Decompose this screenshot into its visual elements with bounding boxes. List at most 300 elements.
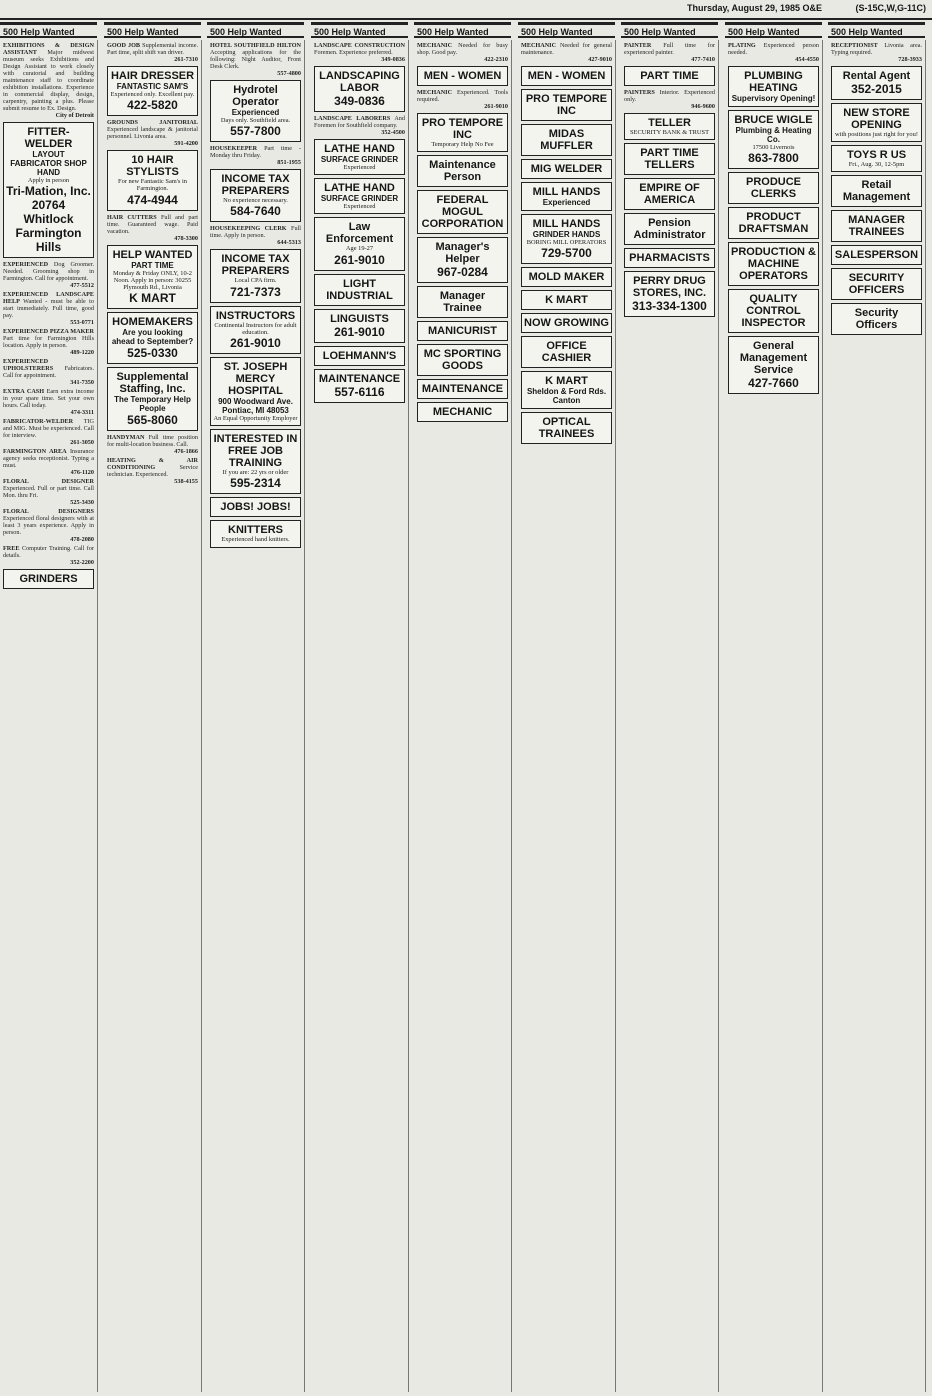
display-ad-title: JOBS! JOBS! [220, 501, 291, 514]
display-ad-title: INCOME TAX PREPARERS [221, 173, 290, 198]
display-ad [314, 178, 405, 214]
display-ad-subtitle: SURFACE GRINDER [320, 155, 399, 164]
ad-phone: 352-2200 [70, 559, 94, 567]
display-ad-title: MOLD MAKER [528, 271, 605, 284]
display-ad-title: SECURITY OFFICERS [848, 272, 905, 297]
display-ad-subtitle: PART TIME [131, 260, 174, 270]
display-ad-subtitle: SURFACE GRINDER [320, 194, 399, 204]
ad-column [725, 40, 823, 1392]
classified-ad [3, 358, 94, 386]
ad-phone: 474-3311 [70, 409, 94, 417]
classified-ad [3, 478, 94, 506]
display-ad-title: TOYS R US [846, 149, 907, 162]
display-ad-title: FEDERAL MOGUL CORPORATION [421, 194, 504, 231]
display-ad-title: OPTICAL TRAINEES [538, 416, 595, 441]
display-ad-text: Experienced only. Excellent pay. [110, 91, 195, 98]
display-ad [624, 248, 715, 268]
display-ad-title: FITTER-WELDER [24, 126, 73, 150]
classified-ad [3, 261, 94, 289]
display-ad-title: PART TIME TELLERS [640, 147, 699, 172]
ad-text: Dog Groomer. Needed. Grooming shop in Farmington. Call for appointment. [3, 261, 94, 283]
ad-text: Wanted - must be able to start immediately. Full time, good pay. [3, 298, 94, 320]
display-ad [728, 242, 819, 286]
display-ad-subtitle: LAYOUT FABRICATOR SHOP HAND [10, 150, 87, 177]
ad-heading: EXPERIENCED PIZZA MAKER [3, 328, 94, 336]
display-ad-subtitle: Sheldon & Ford Rds. Canton [526, 387, 607, 406]
ad-column [518, 40, 616, 1392]
display-ad-title: MIDAS MUFFLER [540, 128, 593, 152]
classified-ad [3, 328, 94, 356]
display-ad-title: EMPIRE OF AMERICA [639, 182, 700, 207]
display-ad [314, 369, 405, 403]
display-ad [521, 214, 612, 264]
display-ad-title: Maintenance Person [429, 159, 496, 184]
display-ad-text: SECURITY BANK & TRUST [629, 129, 709, 136]
display-ad-title: LATHE HAND [324, 143, 395, 155]
display-ad [624, 143, 715, 175]
display-ad [521, 124, 612, 156]
display-ad [3, 569, 94, 589]
column-heading: 500 Help Wanted [621, 22, 718, 38]
classified-ad [3, 388, 94, 416]
ad-heading: HOUSEKEEPER [210, 145, 258, 153]
display-ad [728, 207, 819, 239]
display-ad [728, 289, 819, 333]
column-heading: 500 Help Wanted [311, 22, 408, 38]
display-ad-title: Manager's Helper [435, 241, 490, 266]
display-ad-phone: 525-0330 [127, 346, 178, 361]
display-ad-text: Experienced [343, 164, 376, 171]
display-ad-title: Law Enforcement [325, 221, 394, 246]
ad-text: Supplemental income. Part time, split shift van driver. [107, 42, 198, 56]
display-ad [831, 175, 922, 207]
display-ad-subtitle: FANTASTIC SAM'S [116, 82, 189, 91]
ad-phone: 476-1120 [70, 469, 94, 477]
display-ad [417, 190, 508, 234]
display-ad [107, 367, 198, 431]
classified-ad [624, 42, 715, 63]
display-ad-subtitle: 900 Woodward Ave. Pontiac, MI 48053 [218, 397, 293, 416]
display-ad [728, 110, 819, 169]
ad-heading: FLORAL DESIGNER [3, 478, 94, 486]
ad-text: Experienced. Tools required. [417, 89, 509, 103]
display-ad-title: MAINTENANCE [318, 372, 401, 385]
display-ad-text: For new Fantastic Sam's in Farmington. [118, 178, 187, 193]
display-ad-phone: 557-6116 [334, 384, 385, 399]
display-ad [831, 103, 922, 142]
display-ad [314, 346, 405, 366]
display-ad-text: Fri., Aug. 30, 12-5pm [848, 161, 905, 169]
display-ad-title: INCOME TAX PREPARERS [221, 253, 290, 278]
display-ad-title: 10 HAIR STYLISTS [126, 154, 179, 179]
display-ad [521, 267, 612, 287]
classified-ad [521, 42, 612, 63]
display-ad-phone: 729-5700 [541, 246, 592, 261]
ad-text: Full time. Apply in person. [210, 225, 301, 240]
display-ad-title: MEN - WOMEN [527, 70, 606, 82]
ad-phone: 454-4550 [795, 56, 819, 63]
ad-phone: 477-7410 [691, 56, 715, 63]
ad-phone: 591-4200 [174, 140, 198, 148]
display-ad [210, 520, 301, 547]
display-ad-phone: 427-7660 [748, 376, 799, 391]
ad-heading: FARMINGTON AREA [3, 448, 67, 456]
display-ad-title: PHARMACISTS [629, 252, 710, 265]
display-ad-title: Security Officers [854, 307, 899, 332]
ad-phone: 422-2310 [484, 56, 508, 63]
ad-text: Insurance agency seeks receptionist. Typing a must. [3, 448, 94, 470]
ad-heading: LANDSCAPE LABORERS [314, 115, 391, 122]
classified-ad [417, 42, 508, 63]
display-ad-title: INTERESTED IN FREE JOB TRAINING [213, 433, 298, 470]
display-ad-title: MILL HANDS [532, 218, 601, 230]
display-ad [831, 66, 922, 100]
display-ad-title: Hydrotel Operator [232, 84, 279, 108]
display-ad-title: HOMEMAKERS [112, 316, 193, 329]
display-ad-subtitle: The Temporary Help People [114, 395, 191, 414]
column-heading: 500 Help Wanted [104, 22, 201, 38]
display-ad-title: Pension Administrator [633, 217, 706, 242]
classified-ad [107, 119, 198, 147]
display-ad-subtitle: GRINDER HANDS [532, 230, 601, 239]
ad-phone: 538-4155 [174, 478, 198, 486]
display-ad [107, 312, 198, 364]
display-ad [210, 249, 301, 302]
display-ad [831, 245, 922, 265]
display-ad-title: MANICURIST [427, 325, 498, 338]
ad-text: Part time - Monday thru Friday. [210, 145, 301, 160]
display-ad-title: PART TIME [640, 70, 699, 82]
display-ad-title: NOW GROWING [524, 317, 609, 330]
display-ad-title: PRO TEMPORE INC [421, 117, 504, 141]
ad-text: Full time for experienced painter. [624, 42, 716, 56]
display-ad-phone: 721-7373 [230, 284, 281, 299]
display-ad [314, 274, 405, 306]
ad-heading: GOOD JOB [107, 42, 141, 49]
display-ad-title: LINGUISTS [330, 312, 389, 325]
display-ad-phone: 422-5820 [127, 98, 178, 113]
ad-column [0, 40, 98, 1392]
ad-phone: 427-9010 [588, 56, 612, 63]
ad-phone: 261-3050 [70, 439, 94, 447]
display-ad-title: PRODUCT DRAFTSMAN [738, 211, 809, 236]
display-ad [107, 245, 198, 310]
column-heading: 500 Help Wanted [414, 22, 511, 38]
display-ad [417, 344, 508, 376]
display-ad-phone: 349-0836 [334, 94, 385, 108]
display-ad-text: Apply in person [27, 177, 70, 184]
display-ad [417, 379, 508, 399]
classified-ad [314, 115, 405, 136]
display-ad [210, 357, 301, 426]
display-ad-title: General Management Service [739, 340, 808, 377]
display-ad-title: K MART [545, 375, 588, 388]
page-header [0, 0, 932, 20]
display-ad-title: MECHANIC [432, 406, 493, 419]
ad-text: Experienced floral designers with at least 3 years experience. Apply in person. [3, 515, 94, 537]
ad-heading: GROUNDS JANITORIAL [107, 119, 198, 127]
display-ad-phone: 261-9010 [334, 324, 385, 339]
classified-ad [417, 89, 508, 110]
display-ad-text: Experienced [343, 203, 376, 211]
ad-heading: MECHANIC [417, 89, 453, 96]
display-ad-phone: 863-7800 [748, 151, 799, 166]
display-ad-text: Age 19-27 [345, 245, 374, 253]
ad-text: And Foremen for Southfield company. [314, 115, 405, 129]
display-ad-title: KNITTERS [228, 524, 283, 537]
ad-heading: EXHIBITIONS & DESIGN ASSISTANT [3, 42, 94, 56]
display-ad [210, 429, 301, 494]
display-ad-text: Temporary Help No Fee [431, 141, 494, 148]
display-ad-title: LIGHT INDUSTRIAL [326, 277, 393, 302]
ad-phone: 478-2080 [70, 536, 94, 544]
ad-text: Needed for general maintenance. [521, 42, 612, 56]
ad-heading: EXPERIENCED [3, 261, 49, 269]
display-ad [417, 237, 508, 283]
display-ad-text: BORING MILL OPERATORS [526, 239, 607, 246]
ad-heading: FREE [3, 545, 20, 553]
ad-text: Needed for busy shop. Good pay. [417, 42, 508, 56]
ad-heading: FABRICATOR-WELDER [3, 418, 74, 426]
display-ad-text: An Equal Opportunity Employer [213, 415, 298, 423]
display-ad [728, 172, 819, 204]
ad-text: Experienced person needed. [728, 42, 819, 56]
ad-text: Full time position for multi-location business. Call. [107, 434, 198, 449]
display-ad-phone: 313-334-1300 [632, 299, 707, 314]
classified-ad [728, 42, 819, 63]
column-heading: 500 Help Wanted [207, 22, 304, 38]
ad-phone: 349-0836 [381, 56, 405, 63]
display-ad [624, 66, 715, 86]
ad-heading: PAINTERS [624, 89, 655, 96]
ad-phone: 261-9010 [484, 103, 508, 110]
ad-heading: HAIR CUTTERS [107, 213, 157, 221]
display-ad-phone: 967-0284 [437, 265, 488, 280]
display-ad-text: 17500 Livernois [752, 144, 795, 151]
display-ad-title: PRODUCE CLERKS [745, 176, 801, 201]
column-heading: 500 Help Wanted [828, 22, 925, 38]
ad-phone: 341-7350 [70, 379, 94, 387]
classified-ad [3, 508, 94, 543]
ad-text: Service technician. Experienced. [107, 464, 198, 479]
display-ad [728, 336, 819, 394]
ad-heading: HOTEL SOUTHFIELD HILTON [210, 42, 301, 49]
display-ad [417, 66, 508, 86]
classified-ad [107, 457, 198, 485]
display-ad [3, 122, 94, 258]
ad-heading: HEATING & AIR CONDITIONING [107, 457, 198, 472]
ad-heading: EXPERIENCED UPHOLSTERERS [3, 358, 54, 373]
display-ad-title: HELP WANTED [112, 248, 193, 261]
ad-text: Part time for Farmington Hills location. Apply in person. [3, 335, 94, 350]
ad-text: Earn extra income in your spare time. Set your own hours. Call today. [3, 388, 95, 410]
display-ad [314, 66, 405, 112]
display-ad [210, 169, 301, 222]
display-ad-phone: K MART [129, 291, 176, 306]
display-ad-phone: 261-9010 [334, 252, 385, 267]
section-code: (S-15C,W,G-11C) [855, 3, 926, 13]
display-ad-subtitle: Are you looking ahead to September? [111, 328, 194, 347]
ad-text: TIG and MIG. Must be experienced. Call for interview. [3, 418, 94, 440]
ad-heading: MECHANIC [417, 42, 453, 49]
ad-heading: FLORAL DESIGNERS [3, 508, 94, 516]
classified-ad [107, 42, 198, 63]
ad-phone: 525-3430 [70, 499, 94, 507]
display-ad [521, 336, 612, 368]
ad-heading: EXPERIENCED LANDSCAPE HELP [3, 291, 94, 306]
ad-heading: RECEPTIONIST [831, 42, 878, 49]
display-ad [521, 182, 612, 211]
ad-text: Accepting applications for the following: Night Auditor, Front Desk Clerk. [210, 49, 301, 70]
classified-ad [3, 291, 94, 326]
ad-text: Full and part time. Guaranteed wage. Paid vacation. [107, 213, 199, 235]
ad-phone: 477-5512 [70, 282, 94, 290]
ad-phone: 946-9600 [691, 103, 715, 110]
classified-ad [107, 434, 198, 455]
display-ad [210, 80, 301, 142]
classified-ad [107, 214, 198, 242]
display-ad-title: PRO TEMPORE INC [525, 93, 608, 117]
classified-ad [3, 418, 94, 446]
ad-column [414, 40, 512, 1392]
display-ad-title: Manager Trainee [439, 290, 486, 315]
ad-text: Computer Training. Call for details. [3, 545, 94, 560]
ad-column [621, 40, 719, 1392]
classified-ad [831, 42, 922, 63]
display-ad-title: PRODUCTION & MACHINE OPERATORS [731, 246, 816, 283]
issue-date: Thursday, August 29, 1985 O&E [686, 3, 822, 13]
display-ad [210, 306, 301, 354]
display-ad-title: MIG WELDER [530, 163, 603, 175]
display-ad-title: LATHE HAND [324, 182, 395, 195]
display-ad-text: Days only. Southfield area. [220, 117, 291, 124]
display-ad [624, 271, 715, 317]
display-ad [831, 210, 922, 242]
ad-text: Experienced. Full or part time. Call Mon. thru Fri. [3, 485, 94, 500]
display-ad-title: OFFICE CASHIER [541, 340, 592, 365]
display-ad [624, 178, 715, 210]
display-ad-subtitle: Supervisory Opening! [731, 94, 816, 103]
display-ad [314, 309, 405, 343]
display-ad-phone: 595-2314 [230, 476, 281, 491]
ad-column [104, 40, 202, 1392]
display-ad-title: INSTRUCTORS [215, 309, 296, 322]
display-ad-title: MANAGER TRAINEES [848, 214, 905, 239]
display-ad-title: MAINTENANCE [421, 383, 504, 396]
ad-text: Experienced landscape & janitorial personnel. Livonia area. [107, 126, 198, 141]
classified-ad [624, 89, 715, 110]
display-ad-phone: 474-4944 [127, 192, 178, 207]
display-ad [831, 268, 922, 300]
display-ad [417, 286, 508, 318]
display-ad-text: Local CPA firm. [234, 277, 277, 285]
ad-text: Interior. Experienced only. [624, 89, 715, 103]
display-ad-text: Continental Instructors for adult education. [214, 321, 297, 336]
display-ad-title: MC SPORTING GOODS [423, 348, 502, 373]
display-ad [417, 402, 508, 422]
display-ad-subtitle: Plumbing & Heating Co. [735, 126, 812, 144]
display-ad-text: If you are: 22 yrs or older [222, 469, 289, 477]
display-ad [521, 290, 612, 310]
display-ad-title: PERRY DRUG STORES, INC. [632, 275, 707, 300]
display-ad-phone: 584-7640 [230, 204, 281, 219]
display-ad-text: Monday & Friday ONLY, 10-2 Noon. Apply in person: 30255 Plymouth Rd., Livonia [113, 269, 192, 292]
ad-column [207, 40, 305, 1392]
display-ad-title: TELLER [648, 117, 691, 129]
display-ad-title: Retail Management [842, 179, 911, 204]
ad-phone: City of Detroit [55, 112, 94, 119]
classified-ad [3, 42, 94, 119]
display-ad-text: with positions just right for you! [835, 131, 918, 138]
display-ad [728, 66, 819, 107]
display-ad-title: K MART [545, 294, 588, 307]
ad-text: Foremen. Experience preferred. [314, 49, 393, 56]
column-heading: 500 Help Wanted [0, 22, 97, 38]
display-ad [521, 371, 612, 409]
ad-text: Livonia area. Typing required. [831, 42, 923, 56]
display-ad-title: Supplemental Staffing, Inc. [116, 371, 189, 396]
ad-heading: LANDSCAPE CONSTRUCTION [314, 42, 405, 49]
classified-ad [3, 448, 94, 476]
display-ad-title: BRUCE WIGLE [734, 114, 813, 126]
classified-ad [210, 42, 301, 77]
ad-heading: HANDYMAN [107, 434, 145, 442]
ad-phone: 476-1866 [174, 448, 198, 456]
display-ad-phone: 261-9010 [230, 336, 281, 351]
display-ad-title: QUALITY CONTROL INSPECTOR [741, 293, 806, 330]
ad-phone: 557-4800 [277, 70, 301, 77]
ad-text: Major midwest museum seeks Exhibitions and Design Assistant to work closely with curatorial and building maintenance staff to coordinate exhibition installations. Experience in commercial display, design, carpentry, painting a plus. Please submit resume to Ex. Design. [3, 49, 94, 112]
display-ad-subtitle: Experienced [231, 108, 280, 117]
display-ad-title: MILL HANDS [532, 186, 601, 198]
display-ad [624, 213, 715, 245]
ad-phone: 352-4500 [381, 129, 405, 136]
display-ad [831, 145, 922, 172]
display-ad [521, 412, 612, 444]
ad-phone: 478-3300 [174, 234, 198, 242]
display-ad [521, 66, 612, 86]
display-ad [314, 217, 405, 270]
display-ad-title: Rental Agent [842, 70, 911, 82]
display-ad [624, 113, 715, 140]
display-ad [417, 113, 508, 152]
display-ad-title: NEW STORE OPENING [843, 107, 910, 131]
display-ad-title: LANDSCAPING LABOR [319, 70, 400, 94]
display-ad-title: ST. JOSEPH MERCY HOSPITAL [223, 361, 288, 398]
classified-ad [3, 545, 94, 566]
display-ad [107, 66, 198, 116]
ad-heading: MECHANIC [521, 42, 557, 49]
display-ad-title: MEN - WOMEN [423, 70, 502, 82]
classified-ad [210, 145, 301, 166]
display-ad-phone: 557-7800 [230, 124, 281, 139]
display-ad [314, 139, 405, 175]
ad-column [311, 40, 409, 1392]
display-ad [521, 313, 612, 333]
ad-phone: 644-5313 [277, 239, 301, 247]
display-ad-subtitle: Experienced [542, 198, 591, 207]
ad-heading: HOUSEKEEPING CLERK [210, 225, 287, 233]
classified-ad [210, 225, 301, 246]
ad-phone: 261-7310 [174, 56, 198, 63]
ad-text: Fabricators. Call for appointment. [3, 365, 94, 380]
display-ad [417, 321, 508, 341]
display-ad-title: LOEHMANN'S [322, 349, 397, 362]
display-ad [210, 497, 301, 517]
display-ad-title: HAIR DRESSER [110, 70, 195, 82]
display-ad-title: SALESPERSON [834, 249, 919, 262]
display-ad-text: Experienced hand knitters. [221, 536, 290, 544]
